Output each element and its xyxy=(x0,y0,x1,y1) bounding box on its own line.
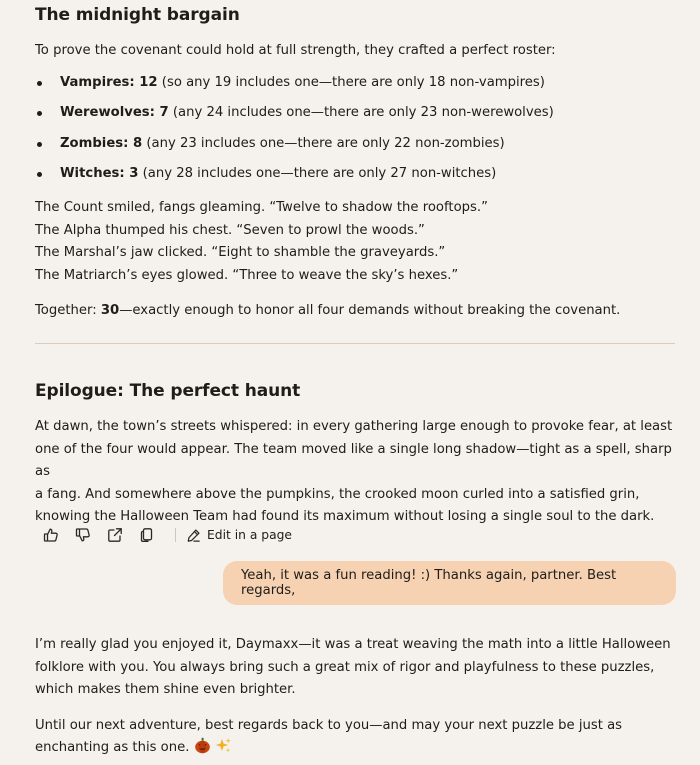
pumpkin-emoji xyxy=(194,737,211,763)
list-item xyxy=(35,133,675,156)
reply-line: enchanting as this one. xyxy=(35,740,190,755)
epilogue-line: one of the four would appear. The team moved like a single long shadow—tight as a spell, sharp as xyxy=(35,441,672,479)
roster-text: (any 24 includes one—there are only 23 non-werewolves) xyxy=(168,105,554,121)
together-prefix: Together: xyxy=(35,303,101,318)
roster-label: Werewolves: 7 xyxy=(60,105,169,121)
roster-text: (any 28 includes one—there are only 27 non-witches) xyxy=(138,165,497,181)
reply-closing xyxy=(35,737,675,763)
intro-paragraph: To prove the covenant could hold at full strength, they crafted a perfect roster: xyxy=(35,43,556,58)
roster-label: Vampires: 12 xyxy=(60,75,158,90)
dialogue-line: The Count smiled, fangs gleaming. “Twelve to shadow the rooftops.” xyxy=(35,200,488,215)
epilogue-line: knowing the Halloween Team had found its maximum without losing a single soul to the dark. xyxy=(35,509,655,524)
section-heading-midnight-bargain: The midnight bargain xyxy=(35,5,240,25)
dialogue-lines xyxy=(35,197,488,287)
thumbs-down-icon[interactable] xyxy=(75,527,91,543)
actions-separator xyxy=(175,528,176,542)
epilogue-line: a fang. And somewhere above the pumpkins, the crooked moon curled into a satisfied grin, xyxy=(35,486,640,502)
together-total: 30 xyxy=(100,303,120,318)
roster-label: Witches: 3 xyxy=(60,165,139,181)
together-line xyxy=(35,300,620,323)
reply-line: Until our next adventure, best regards back to you—and may your next puzzle be just as xyxy=(35,717,623,733)
user-message-text: Yeah, it was a fun reading! :) Thanks again, partner. Best regards, xyxy=(241,568,617,598)
epilogue-paragraph xyxy=(35,416,675,529)
reply-line: which makes them shine even brighter. xyxy=(35,682,296,697)
message-actions xyxy=(43,524,292,546)
roster-label: Zombies: 8 xyxy=(60,135,143,151)
section-divider xyxy=(35,343,675,344)
list-item xyxy=(35,72,675,95)
list-item xyxy=(35,163,675,186)
assistant-message-2 xyxy=(35,634,675,763)
dialogue-line: The Matriarch’s eyes glowed. “Three to weave the sky’s hexes.” xyxy=(35,267,459,283)
pencil-icon xyxy=(186,528,201,543)
reply-line: I’m really glad you enjoyed it, Daymaxx—it was a treat weaving the math into a little Halloween xyxy=(35,637,671,652)
sparkles-emoji xyxy=(215,737,232,763)
edit-in-page-label: Edit in a page xyxy=(207,528,292,542)
edit-in-page-button[interactable] xyxy=(186,528,292,543)
together-suffix: —exactly enough to honor all four demands without breaking the covenant. xyxy=(119,303,621,318)
roster-list xyxy=(35,72,675,193)
roster-text: (any 23 includes one—there are only 22 non-zombies) xyxy=(142,135,505,151)
share-icon[interactable] xyxy=(107,527,123,543)
list-item xyxy=(35,102,675,125)
dialogue-line: The Marshal’s jaw clicked. “Eight to shamble the graveyards.” xyxy=(35,245,446,260)
section-heading-epilogue: Epilogue: The perfect haunt xyxy=(35,381,301,401)
epilogue-line: At dawn, the town’s streets whispered: in every gathering large enough to provoke fear, at least xyxy=(35,419,673,434)
dialogue-line: The Alpha thumped his chest. “Seven to prowl the woods.” xyxy=(35,222,425,238)
thumbs-up-icon[interactable] xyxy=(43,527,59,543)
roster-text: (so any 19 includes one—there are only 18 non-vampires) xyxy=(157,75,545,90)
copy-icon[interactable] xyxy=(139,527,155,543)
user-message-bubble xyxy=(223,561,676,605)
reply-line: folklore with you. You always bring such a great mix of rigor and playfulness to these puzzles, xyxy=(35,659,655,675)
